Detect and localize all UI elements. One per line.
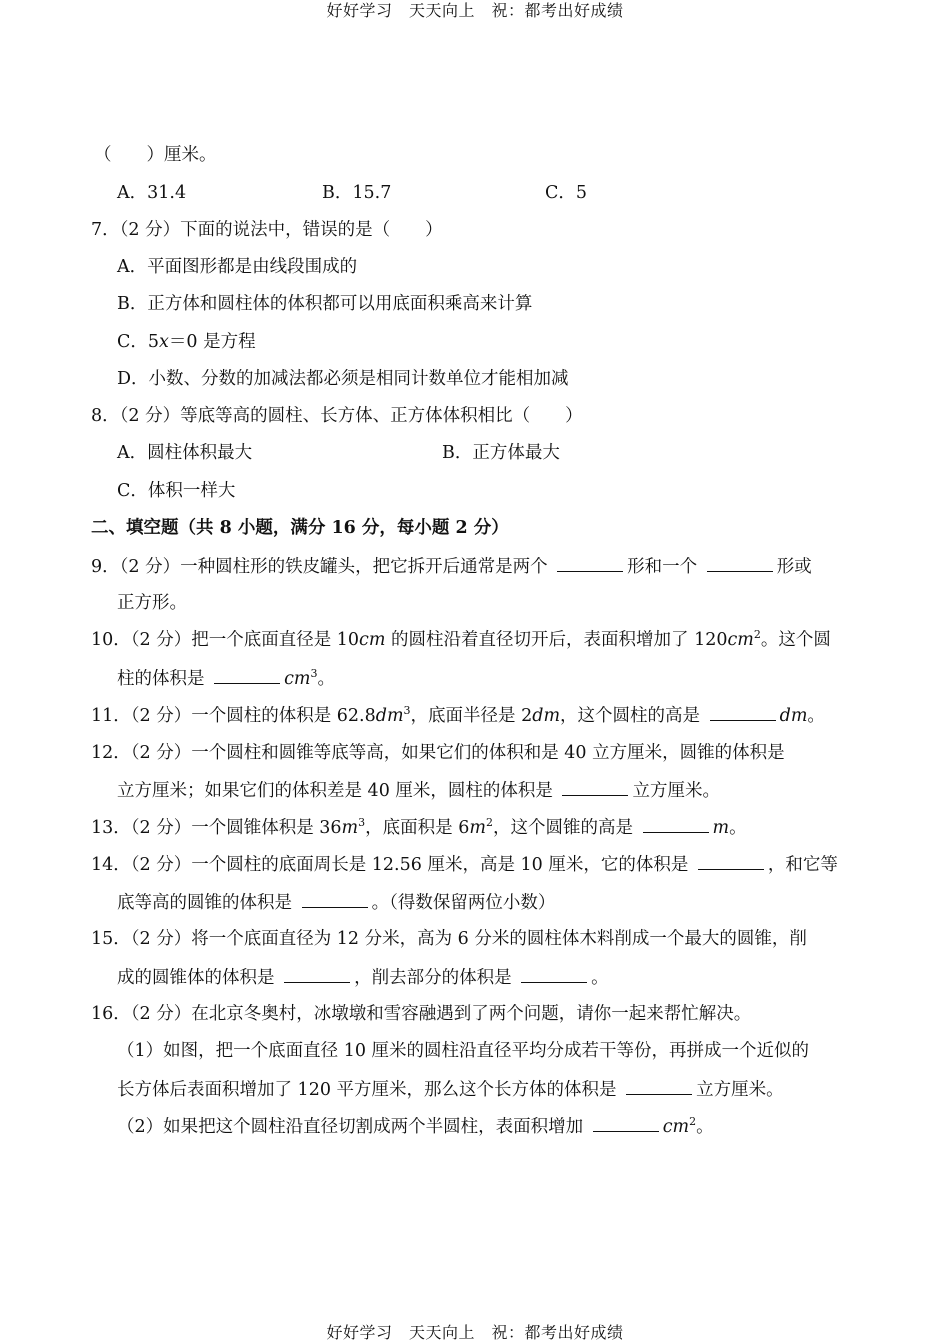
q8-option-c: C．体积一样大: [117, 481, 236, 501]
q6-tail-text: （ ）厘米。: [94, 145, 217, 165]
answer-blank[interactable]: [643, 815, 709, 833]
q13-line: 13．（2 分）一个圆锥体积是 $36m^3$，底面积是 $6m^2$，这个圆锥的高是 m。: [91, 816, 747, 838]
q11-line: 11．（2 分）一个圆柱的体积是 $62.8dm^3$，底面半径是 2dm，这个圆柱的高是 dm。: [91, 704, 825, 726]
q12-line2: 立方厘米；如果它们的体积差是 40 厘米，圆柱的体积是 立方厘米。: [117, 778, 720, 803]
q7-option-d: D．小数、分数的加减法都必须是相同计数单位才能相加减: [117, 369, 569, 389]
q16-part1-line1: （1）如图，把一个底面直径 10 厘米的圆柱沿直径平均分成若干等份，再拼成一个近似的: [117, 1041, 810, 1061]
q12-line1: 12．（2 分）一个圆柱和圆锥等底等高，如果它们的体积和是 40 立方厘米，圆锥的体积是: [91, 743, 785, 763]
q9-line2: 正方形。: [117, 593, 187, 613]
answer-blank[interactable]: [707, 554, 773, 572]
answer-blank[interactable]: [557, 554, 623, 572]
answer-blank[interactable]: [302, 890, 368, 908]
answer-blank[interactable]: [284, 965, 350, 983]
answer-blank[interactable]: [698, 852, 764, 870]
q8-option-a: A．圆柱体积最大: [117, 443, 253, 463]
page-header: 好好学习 天天向上 祝：都考出好成绩: [326, 1, 624, 20]
answer-blank[interactable]: [562, 778, 628, 796]
answer-blank[interactable]: [710, 703, 776, 721]
q10-line1: 10．（2 分）把一个底面直径是 10cm 的圆柱沿着直径切开后，表面积增加了 $120cm^2$。这个圆: [91, 628, 831, 650]
q6-option-b: B．15.7: [322, 183, 392, 203]
q16-part2-line: （2）如果把这个圆柱沿直径切割成两个半圆柱，表面积增加 $cm^2$。: [117, 1115, 714, 1137]
section-title: 二、填空题（共 8 小题，满分 16 分，每小题 2 分）: [91, 518, 509, 538]
q7-option-b: B．正方体和圆柱体的体积都可以用底面积乘高来计算: [117, 294, 533, 314]
page-footer: 好好学习 天天向上 祝：都考出好成绩: [326, 1323, 624, 1342]
q14-line1: 14．（2 分）一个圆柱的底面周长是 12.56 厘米，高是 10 厘米，它的体积是 ，和它等: [91, 852, 838, 877]
answer-blank[interactable]: [593, 1114, 659, 1132]
answer-blank[interactable]: [626, 1077, 692, 1095]
answer-blank[interactable]: [214, 666, 280, 684]
q9-line1: 9．（2 分）一种圆柱形的铁皮罐头，把它拆开后通常是两个 形和一个 形或: [91, 554, 812, 579]
q7-option-a: A．平面图形都是由线段围成的: [117, 257, 358, 277]
q15-line2: 成的圆锥体的体积是 ，削去部分的体积是 。: [117, 965, 609, 990]
q16-stem: 16．（2 分）在北京冬奥村，冰墩墩和雪容融遇到了两个问题，请你一起来帮忙解决。: [91, 1004, 752, 1024]
q7-option-c: C．5x＝0 是方程: [117, 332, 256, 352]
q15-line1: 15．（2 分）将一个底面直径为 12 分米，高为 6 分米的圆柱体木料削成一个最大的圆锥，削: [91, 929, 807, 949]
q8-stem: 8．（2 分）等底等高的圆柱、长方体、正方体体积相比（ ）: [91, 406, 583, 426]
q6-option-c: C．5: [545, 183, 588, 203]
q7-stem: 7．（2 分）下面的说法中，错误的是（ ）: [91, 220, 443, 240]
q16-part1-line2: 长方体后表面积增加了 120 平方厘米，那么这个长方体的体积是 立方厘米。: [117, 1077, 784, 1102]
q14-line2: 底等高的圆锥的体积是 。（得数保留两位小数）: [117, 890, 555, 915]
q8-option-b: B．正方体最大: [442, 443, 560, 463]
q10-line2: 柱的体积是 $cm^3$。: [117, 667, 335, 689]
q6-option-a: A．31.4: [117, 183, 187, 203]
answer-blank[interactable]: [521, 965, 587, 983]
